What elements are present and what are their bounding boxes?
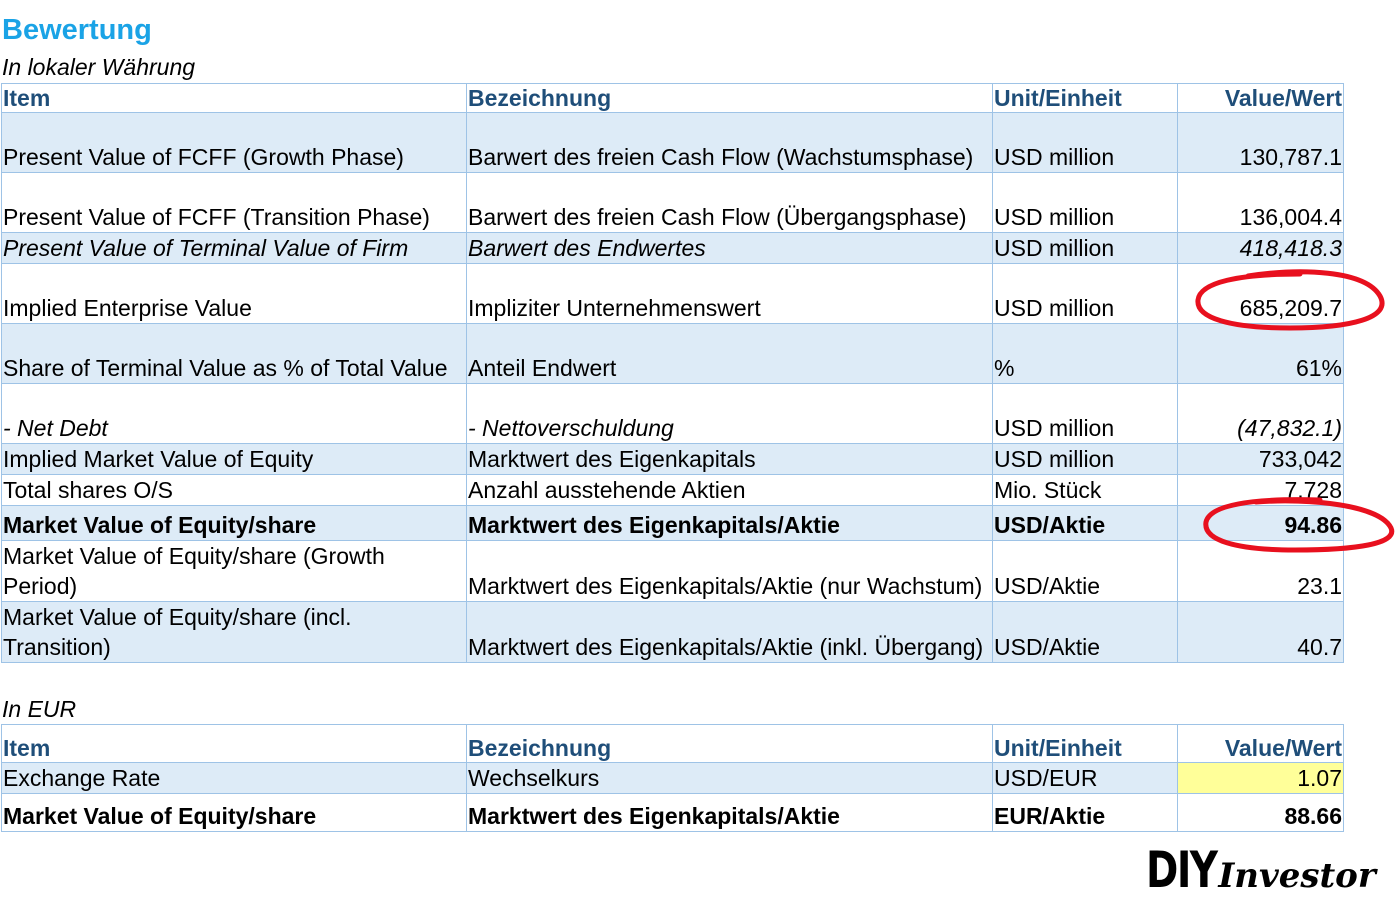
row-unit: USD/Aktie <box>993 541 1178 602</box>
row-bezeichnung: Marktwert des Eigenkapitals/Aktie (inkl. Übergang) <box>467 602 993 663</box>
row-unit: USD/Aktie <box>993 506 1178 541</box>
logo-diy-text: DIY <box>1146 841 1217 899</box>
row-value[interactable]: 23.1 <box>1178 541 1344 602</box>
table-row <box>2 763 1344 794</box>
row-unit: EUR/Aktie <box>993 794 1178 832</box>
table-row <box>2 475 1344 506</box>
table-header-row <box>2 84 1344 113</box>
row-unit: USD million <box>993 113 1178 173</box>
row-item: Total shares O/S <box>2 475 467 506</box>
table-row <box>2 541 1344 602</box>
table-row <box>2 324 1344 384</box>
valuation-table-eur <box>1 724 1344 832</box>
row-bezeichnung: Impliziter Unternehmenswert <box>467 264 993 324</box>
row-unit: USD million <box>993 264 1178 324</box>
row-value[interactable]: 61% <box>1178 324 1344 384</box>
header-item: Item <box>2 725 467 763</box>
diy-investor-logo <box>1146 838 1376 898</box>
row-bezeichnung: Marktwert des Eigenkapitals/Aktie (nur Wachstum) <box>467 541 993 602</box>
row-item: Market Value of Equity/share (incl. Transition) <box>2 602 467 663</box>
row-item: Present Value of FCFF (Growth Phase) <box>2 113 467 173</box>
row-bezeichnung: - Nettoverschuldung <box>467 384 993 444</box>
row-value[interactable]: 7,728 <box>1178 475 1344 506</box>
row-item: - Net Debt <box>2 384 467 444</box>
table-row <box>2 264 1344 324</box>
exchange-rate-input[interactable]: 1.07 <box>1178 763 1344 794</box>
equity-per-share-cell[interactable]: 94.86 <box>1178 506 1344 541</box>
row-bezeichnung: Barwert des freien Cash Flow (Wachstumsphase) <box>467 113 993 173</box>
table-row <box>2 233 1344 264</box>
row-unit: USD/EUR <box>993 763 1178 794</box>
row-item: Exchange Rate <box>2 763 467 794</box>
header-value: Value/Wert <box>1178 84 1344 113</box>
header-bezeichnung: Bezeichnung <box>467 725 993 763</box>
row-item: Market Value of Equity/share <box>2 794 467 832</box>
header-unit: Unit/Einheit <box>993 84 1178 113</box>
row-bezeichnung: Anzahl ausstehende Aktien <box>467 475 993 506</box>
row-item: Implied Market Value of Equity <box>2 444 467 475</box>
row-unit: USD million <box>993 173 1178 233</box>
row-bezeichnung: Marktwert des Eigenkapitals/Aktie <box>467 794 993 832</box>
row-unit: USD million <box>993 384 1178 444</box>
row-value[interactable]: 130,787.1 <box>1178 113 1344 173</box>
row-item: Market Value of Equity/share <box>2 506 467 541</box>
logo-investor-text: Investor <box>1218 856 1376 896</box>
header-bezeichnung: Bezeichnung <box>467 84 993 113</box>
row-unit: Mio. Stück <box>993 475 1178 506</box>
table-row <box>2 113 1344 173</box>
table-row <box>2 444 1344 475</box>
table-row <box>2 173 1344 233</box>
row-unit: USD million <box>993 233 1178 264</box>
section-subtitle-local: In lokaler Währung <box>2 54 196 80</box>
row-item: Market Value of Equity/share (Growth Period) <box>2 541 467 602</box>
row-value[interactable]: 733,042 <box>1178 444 1344 475</box>
header-item: Item <box>2 84 467 113</box>
row-item: Present Value of FCFF (Transition Phase) <box>2 173 467 233</box>
section-subtitle-eur: In EUR <box>2 696 77 722</box>
row-unit: USD million <box>993 444 1178 475</box>
row-value[interactable]: (47,832.1) <box>1178 384 1344 444</box>
header-unit: Unit/Einheit <box>993 725 1178 763</box>
row-value[interactable]: 40.7 <box>1178 602 1344 663</box>
header-value: Value/Wert <box>1178 725 1344 763</box>
row-unit: USD/Aktie <box>993 602 1178 663</box>
table-row <box>2 794 1344 832</box>
row-value[interactable]: 418,418.3 <box>1178 233 1344 264</box>
row-bezeichnung: Barwert des Endwertes <box>467 233 993 264</box>
table-row <box>2 506 1344 541</box>
row-value[interactable]: 88.66 <box>1178 794 1344 832</box>
row-value[interactable]: 136,004.4 <box>1178 173 1344 233</box>
valuation-table-local <box>1 83 1344 663</box>
table-header-row <box>2 725 1344 763</box>
row-bezeichnung: Marktwert des Eigenkapitals/Aktie <box>467 506 993 541</box>
row-bezeichnung: Marktwert des Eigenkapitals <box>467 444 993 475</box>
row-item: Present Value of Terminal Value of Firm <box>2 233 467 264</box>
row-bezeichnung: Barwert des freien Cash Flow (Übergangsphase) <box>467 173 993 233</box>
row-bezeichnung: Anteil Endwert <box>467 324 993 384</box>
row-unit: % <box>993 324 1178 384</box>
table-row <box>2 602 1344 663</box>
enterprise-value-cell[interactable]: 685,209.7 <box>1178 264 1344 324</box>
table-row <box>2 384 1344 444</box>
row-item: Share of Terminal Value as % of Total Value <box>2 324 467 384</box>
row-item: Implied Enterprise Value <box>2 264 467 324</box>
page-title: Bewertung <box>2 14 152 46</box>
row-bezeichnung: Wechselkurs <box>467 763 993 794</box>
